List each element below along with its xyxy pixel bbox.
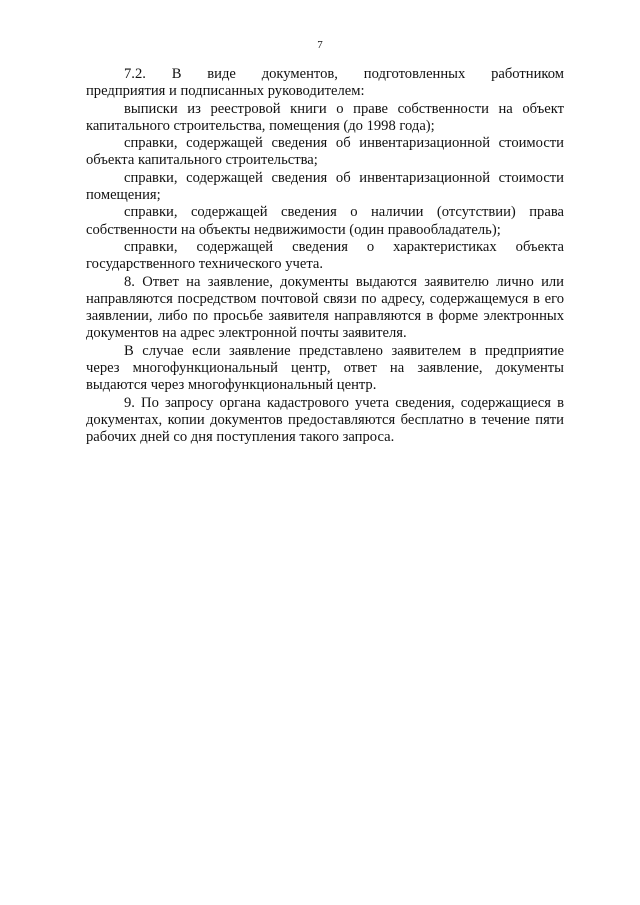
section-7-2-item-registry-extract: выписки из реестровой книги о праве собственности на объект капитального строительства, помещения (до 1998 года); xyxy=(86,100,564,134)
section-7-2-item-building-valuation: справки, содержащей сведения об инвентаризационной стоимости объекта капитального строительства; xyxy=(86,135,564,169)
section-8-mfc-paragraph: В случае если заявление представлено заявителем в предприятие через многофункциональный центр, ответ на заявление, документы выдаются через многофункциональный центр. xyxy=(86,342,564,394)
section-7-2-item-ownership-certificate: справки, содержащей сведения о наличии (отсутствии) права собственности на объекты недвижимости (один правообладатель); xyxy=(86,204,564,238)
section-7-2-item-premises-valuation: справки, содержащей сведения об инвентаризационной стоимости помещения; xyxy=(86,169,564,204)
page-number: 7 xyxy=(317,39,323,51)
section-7-2-lead: 7.2. В виде документов, подготовленных работником xyxy=(124,66,564,82)
section-7-2-lead-continuation: предприятия и подписанных руководителем: xyxy=(86,83,365,100)
section-7-2-item-characteristics-certificate: справки, содержащей сведения о характеристиках объекта государственного технического учета. xyxy=(86,238,564,273)
document-body xyxy=(86,66,564,447)
section-8-paragraph: 8. Ответ на заявление, документы выдаются заявителю лично или направляются посредством почтовой связи по адресу, содержащемуся в его заявлении, либо по просьбе заявителя направляются в форме электронных документов на адрес электронной почты заявителя. xyxy=(86,273,564,342)
section-9-paragraph: 9. По запросу органа кадастрового учета сведения, содержащиеся в документах, копии документов предоставляются бесплатно в течение пяти рабочих дней со дня поступления такого запроса. xyxy=(86,394,564,446)
